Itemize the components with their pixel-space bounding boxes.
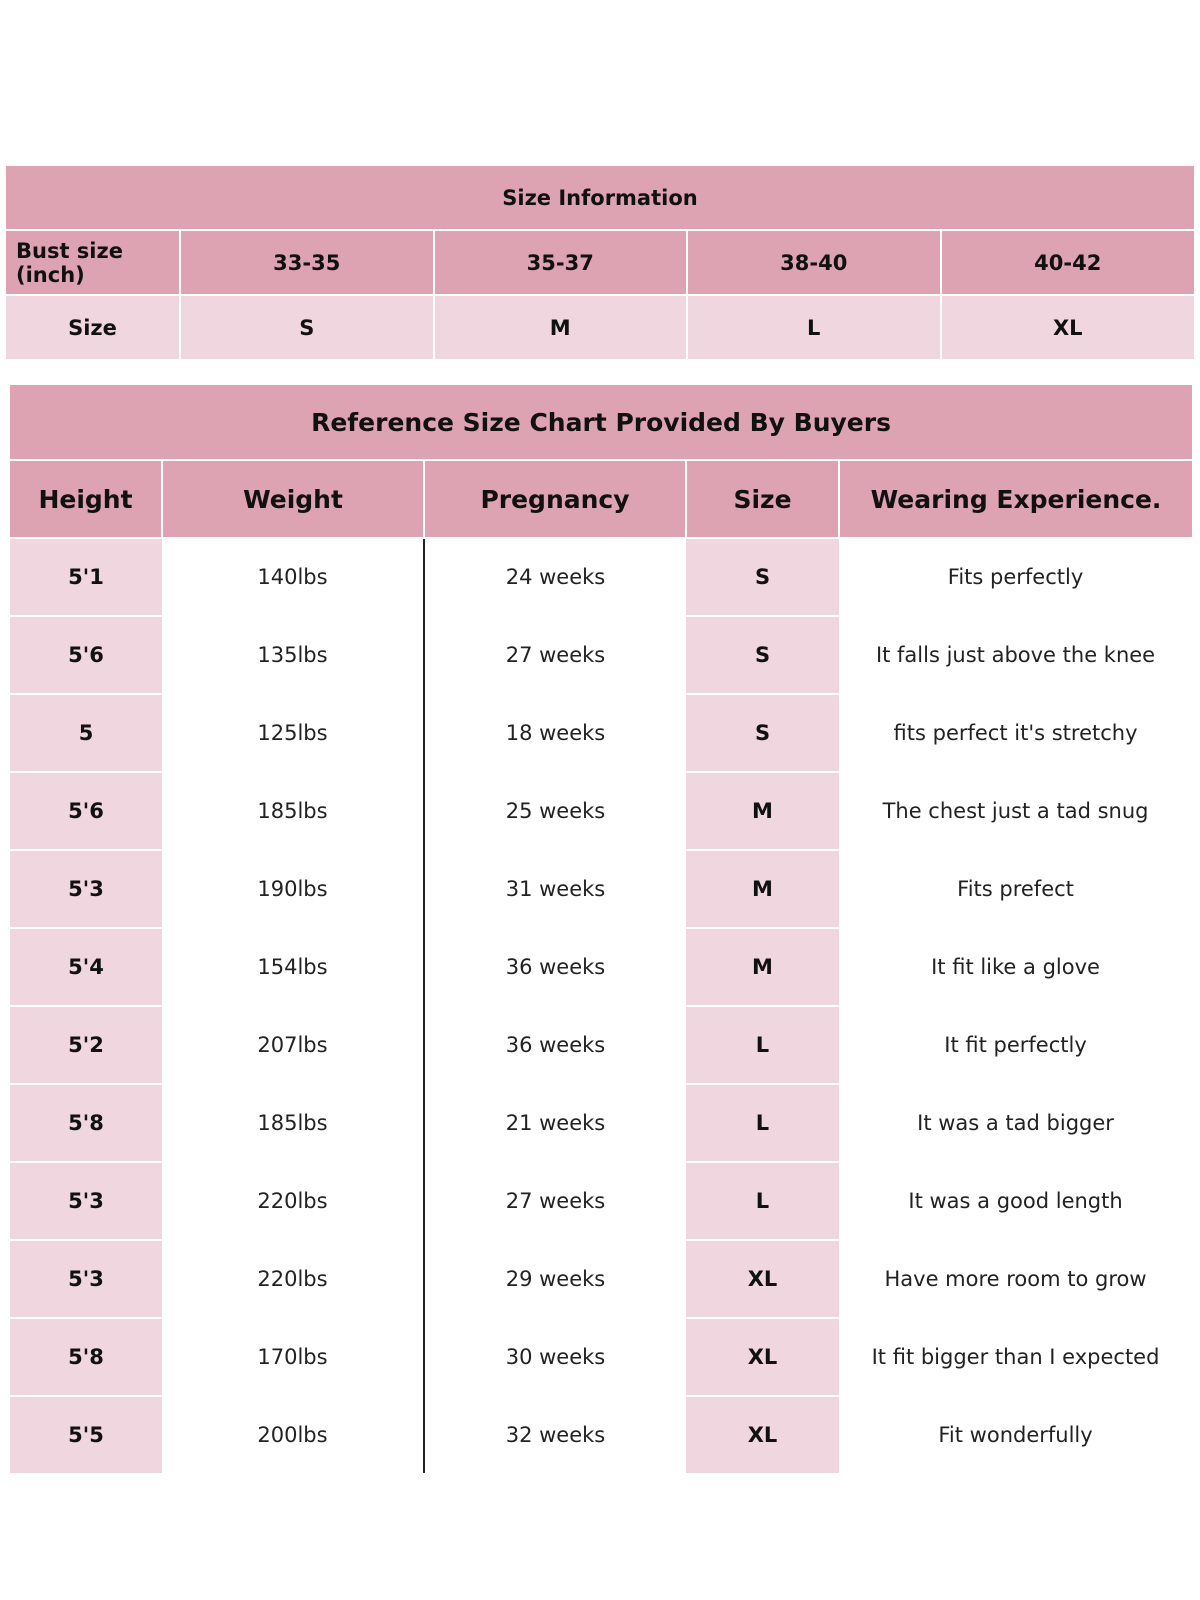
size-row: [6, 295, 1194, 359]
size-cell: S: [686, 538, 839, 616]
table-row: [10, 1084, 1192, 1162]
column-header-wearing-experience: Wearing Experience.: [839, 460, 1192, 538]
table-row: [10, 850, 1192, 928]
pregnancy-cell: 29 weeks: [424, 1240, 686, 1318]
size-cell: L: [686, 1006, 839, 1084]
weight-cell: 125lbs: [162, 694, 424, 772]
weight-cell: 200lbs: [162, 1396, 424, 1473]
size-value: M: [434, 295, 688, 359]
bust-size-label: Bust size (inch): [6, 230, 180, 295]
pregnancy-cell: 32 weeks: [424, 1396, 686, 1473]
height-cell: 5: [10, 694, 162, 772]
height-cell: 5'4: [10, 928, 162, 1006]
pregnancy-cell: 24 weeks: [424, 538, 686, 616]
size-cell: M: [686, 928, 839, 1006]
pregnancy-cell: 36 weeks: [424, 928, 686, 1006]
table-row: [10, 1162, 1192, 1240]
size-cell: XL: [686, 1396, 839, 1473]
height-cell: 5'3: [10, 850, 162, 928]
height-cell: 5'2: [10, 1006, 162, 1084]
weight-cell: 170lbs: [162, 1318, 424, 1396]
wearing-experience-cell: It fit like a glove: [839, 928, 1192, 1006]
size-cell: L: [686, 1162, 839, 1240]
weight-cell: 154lbs: [162, 928, 424, 1006]
height-cell: 5'8: [10, 1318, 162, 1396]
size-value: S: [180, 295, 434, 359]
height-cell: 5'1: [10, 538, 162, 616]
pregnancy-cell: 31 weeks: [424, 850, 686, 928]
weight-cell: 185lbs: [162, 1084, 424, 1162]
wearing-experience-cell: It was a tad bigger: [839, 1084, 1192, 1162]
pregnancy-cell: 25 weeks: [424, 772, 686, 850]
size-cell: M: [686, 850, 839, 928]
column-header-size: Size: [686, 460, 839, 538]
weight-cell: 207lbs: [162, 1006, 424, 1084]
height-cell: 5'6: [10, 772, 162, 850]
wearing-experience-cell: Fit wonderfully: [839, 1396, 1192, 1473]
reference-title: Reference Size Chart Provided By Buyers: [10, 385, 1192, 460]
size-information-title-row: [6, 166, 1194, 230]
pregnancy-cell: 27 weeks: [424, 616, 686, 694]
weight-cell: 140lbs: [162, 538, 424, 616]
wearing-experience-cell: Have more room to grow: [839, 1240, 1192, 1318]
bust-size-value: 35-37: [434, 230, 688, 295]
height-cell: 5'3: [10, 1240, 162, 1318]
pregnancy-cell: 36 weeks: [424, 1006, 686, 1084]
wearing-experience-cell: fits perfect it's stretchy: [839, 694, 1192, 772]
column-header-height: Height: [10, 460, 162, 538]
pregnancy-cell: 18 weeks: [424, 694, 686, 772]
height-cell: 5'3: [10, 1162, 162, 1240]
pregnancy-cell: 30 weeks: [424, 1318, 686, 1396]
wearing-experience-cell: It falls just above the knee: [839, 616, 1192, 694]
size-cell: XL: [686, 1318, 839, 1396]
size-information-title: Size Information: [6, 166, 1194, 230]
reference-title-row: [10, 385, 1192, 460]
size-cell: L: [686, 1084, 839, 1162]
table-row: [10, 538, 1192, 616]
bust-size-value: 40-42: [941, 230, 1195, 295]
wearing-experience-cell: The chest just a tad snug: [839, 772, 1192, 850]
wearing-experience-cell: Fits perfectly: [839, 538, 1192, 616]
pregnancy-cell: 27 weeks: [424, 1162, 686, 1240]
height-cell: 5'6: [10, 616, 162, 694]
weight-cell: 220lbs: [162, 1240, 424, 1318]
table-row: [10, 772, 1192, 850]
size-cell: XL: [686, 1240, 839, 1318]
bust-size-row: [6, 230, 1194, 295]
weight-cell: 185lbs: [162, 772, 424, 850]
wearing-experience-cell: Fits prefect: [839, 850, 1192, 928]
table-row: [10, 1006, 1192, 1084]
table-row: [10, 694, 1192, 772]
reference-size-chart-table: [10, 385, 1192, 1473]
bust-size-value: 33-35: [180, 230, 434, 295]
height-cell: 5'8: [10, 1084, 162, 1162]
size-cell: S: [686, 616, 839, 694]
pregnancy-cell: 21 weeks: [424, 1084, 686, 1162]
table-row: [10, 1396, 1192, 1473]
table-row: [10, 1318, 1192, 1396]
weight-cell: 190lbs: [162, 850, 424, 928]
weight-cell: 135lbs: [162, 616, 424, 694]
bust-size-value: 38-40: [687, 230, 941, 295]
size-value: L: [687, 295, 941, 359]
weight-cell: 220lbs: [162, 1162, 424, 1240]
table-row: [10, 928, 1192, 1006]
reference-header-row: [10, 460, 1192, 538]
wearing-experience-cell: It was a good length: [839, 1162, 1192, 1240]
wearing-experience-cell: It fit perfectly: [839, 1006, 1192, 1084]
column-header-pregnancy: Pregnancy: [424, 460, 686, 538]
size-value: XL: [941, 295, 1195, 359]
size-label: Size: [6, 295, 180, 359]
table-row: [10, 1240, 1192, 1318]
wearing-experience-cell: It fit bigger than I expected: [839, 1318, 1192, 1396]
column-header-weight: Weight: [162, 460, 424, 538]
height-cell: 5'5: [10, 1396, 162, 1473]
size-information-table: [6, 166, 1194, 359]
size-cell: M: [686, 772, 839, 850]
table-row: [10, 616, 1192, 694]
size-cell: S: [686, 694, 839, 772]
